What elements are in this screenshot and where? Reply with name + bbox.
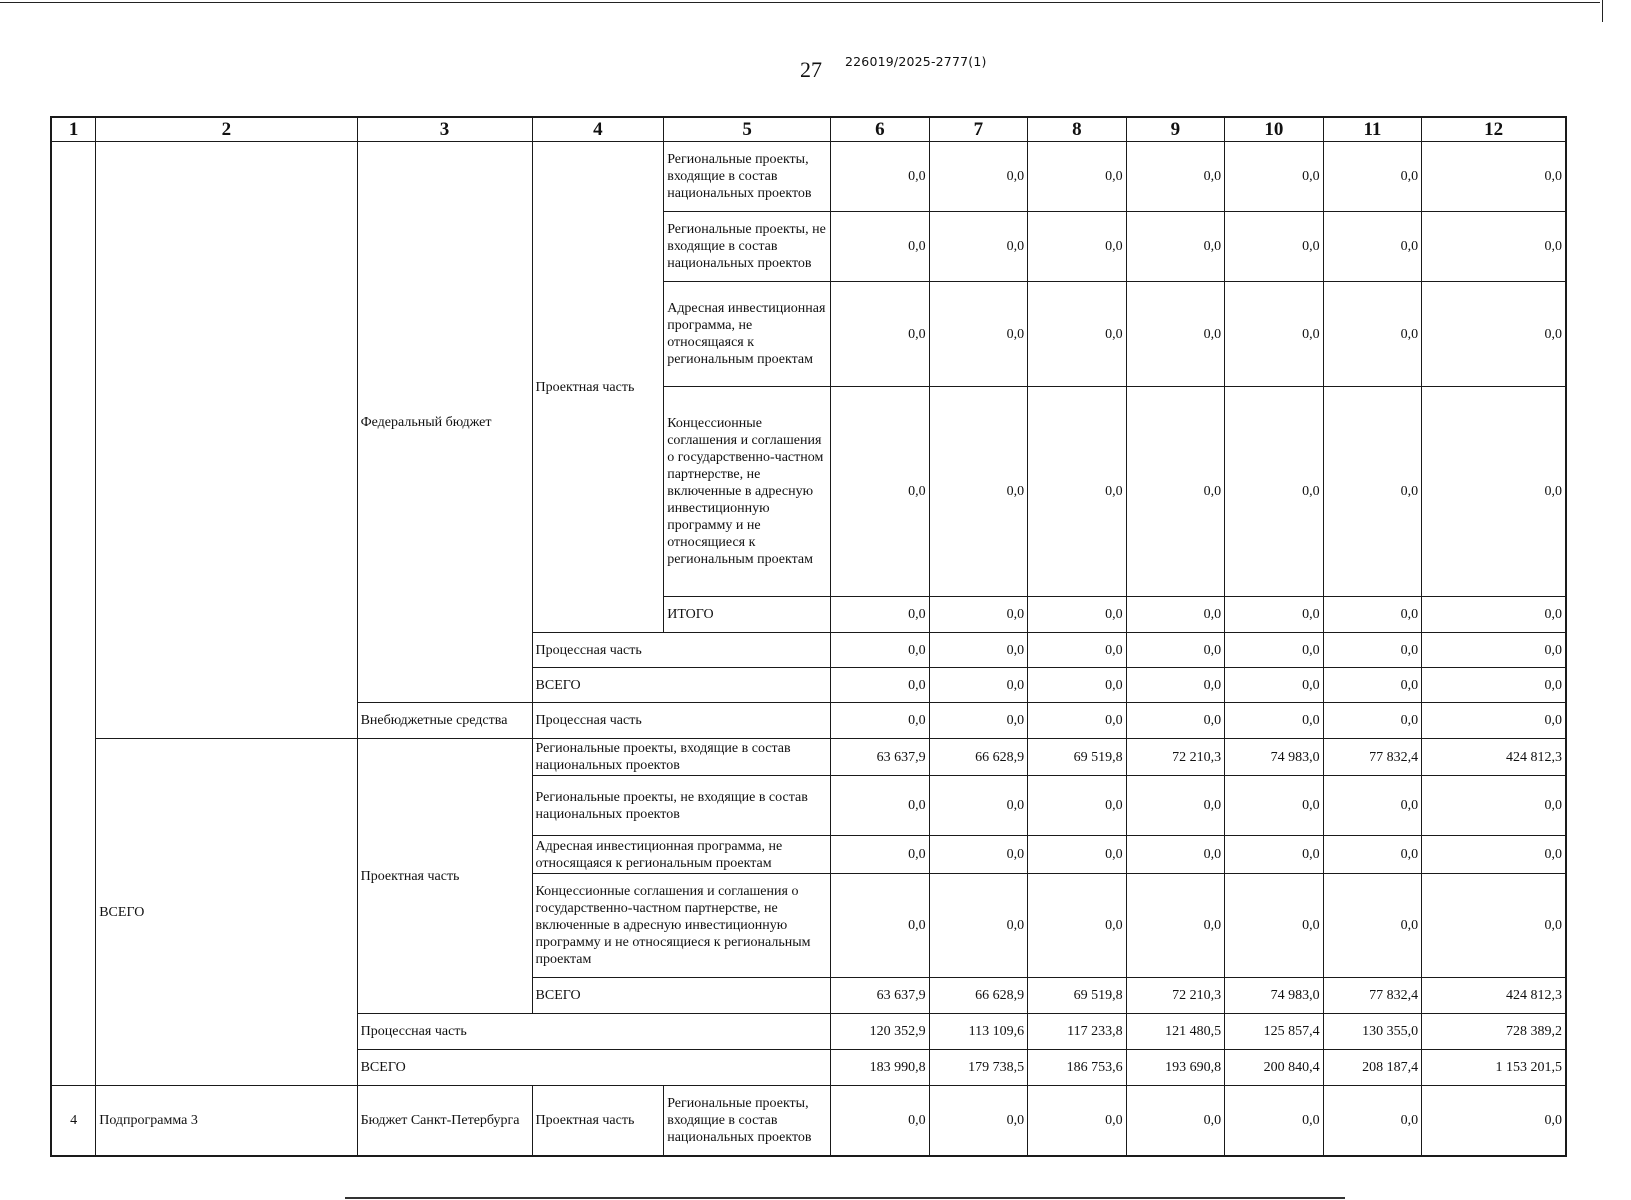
- value-cell: 200 840,4: [1225, 1050, 1324, 1086]
- value-cell: 0,0: [1028, 874, 1127, 978]
- value-cell: 0,0: [1422, 282, 1566, 387]
- value-cell: 0,0: [831, 387, 930, 597]
- category-cell: Адресная инвестиционная программа, не относящаяся к региональным проектам: [532, 836, 831, 874]
- value-cell: 0,0: [1323, 142, 1422, 212]
- value-cell: 0,0: [1126, 1086, 1225, 1156]
- value-cell: 0,0: [1422, 668, 1566, 703]
- row-number-cell: 4: [52, 1086, 96, 1156]
- value-cell: 0,0: [1028, 836, 1127, 874]
- category-cell: ВСЕГО: [357, 1050, 830, 1086]
- value-cell: 130 355,0: [1323, 1014, 1422, 1050]
- value-cell: 0,0: [1126, 836, 1225, 874]
- category-cell: Региональные проекты, входящие в состав национальных проектов: [532, 739, 831, 776]
- value-cell: 0,0: [1225, 387, 1324, 597]
- header-cell: 9: [1126, 118, 1225, 142]
- value-cell: 66 628,9: [929, 739, 1028, 776]
- value-cell: 121 480,5: [1126, 1014, 1225, 1050]
- value-cell: 0,0: [1422, 633, 1566, 668]
- value-cell: 424 812,3: [1422, 978, 1566, 1014]
- program-name-cell: [96, 142, 357, 739]
- value-cell: 0,0: [1225, 874, 1324, 978]
- part-cell: Проектная часть: [357, 739, 532, 1014]
- value-cell: 0,0: [831, 282, 930, 387]
- value-cell: 0,0: [929, 836, 1028, 874]
- value-cell: 0,0: [1323, 874, 1422, 978]
- value-cell: 0,0: [929, 387, 1028, 597]
- value-cell: 0,0: [1126, 703, 1225, 739]
- value-cell: 0,0: [1422, 597, 1566, 633]
- value-cell: 0,0: [1126, 282, 1225, 387]
- value-cell: 0,0: [929, 282, 1028, 387]
- category-cell: Региональные проекты, не входящие в состав национальных проектов: [664, 212, 831, 282]
- value-cell: 186 753,6: [1028, 1050, 1127, 1086]
- value-cell: 125 857,4: [1225, 1014, 1324, 1050]
- value-cell: 0,0: [831, 1086, 930, 1156]
- value-cell: 0,0: [1225, 776, 1324, 836]
- value-cell: 63 637,9: [831, 978, 930, 1014]
- value-cell: 0,0: [1323, 597, 1422, 633]
- value-cell: 0,0: [929, 703, 1028, 739]
- header-row: [52, 118, 1566, 142]
- financing-table: [51, 117, 1566, 1156]
- value-cell: 0,0: [1028, 212, 1127, 282]
- value-cell: 74 983,0: [1225, 978, 1324, 1014]
- value-cell: 69 519,8: [1028, 739, 1127, 776]
- value-cell: 0,0: [1126, 142, 1225, 212]
- value-cell: 0,0: [1323, 212, 1422, 282]
- value-cell: 179 738,5: [929, 1050, 1028, 1086]
- value-cell: 0,0: [1028, 282, 1127, 387]
- value-cell: 0,0: [1028, 668, 1127, 703]
- value-cell: 193 690,8: [1126, 1050, 1225, 1086]
- value-cell: 77 832,4: [1323, 978, 1422, 1014]
- value-cell: 0,0: [831, 836, 930, 874]
- value-cell: 0,0: [1126, 387, 1225, 597]
- value-cell: 0,0: [831, 212, 930, 282]
- part-cell: Проектная часть: [532, 142, 664, 633]
- value-cell: 0,0: [929, 597, 1028, 633]
- category-cell: ИТОГО: [664, 597, 831, 633]
- value-cell: 120 352,9: [831, 1014, 930, 1050]
- category-cell: Процессная часть: [357, 1014, 830, 1050]
- value-cell: 0,0: [831, 776, 930, 836]
- header-cell: 7: [929, 118, 1028, 142]
- category-cell: ВСЕГО: [532, 978, 831, 1014]
- category-cell: ВСЕГО: [532, 668, 831, 703]
- header-cell: 12: [1422, 118, 1566, 142]
- value-cell: 63 637,9: [831, 739, 930, 776]
- value-cell: 0,0: [1126, 874, 1225, 978]
- value-cell: 0,0: [1323, 836, 1422, 874]
- value-cell: 72 210,3: [1126, 739, 1225, 776]
- value-cell: 74 983,0: [1225, 739, 1324, 776]
- value-cell: 0,0: [1323, 1086, 1422, 1156]
- value-cell: 0,0: [1028, 387, 1127, 597]
- value-cell: 0,0: [1225, 282, 1324, 387]
- header-cell: 10: [1225, 118, 1324, 142]
- value-cell: 728 389,2: [1422, 1014, 1566, 1050]
- value-cell: 0,0: [1422, 874, 1566, 978]
- value-cell: 0,0: [1225, 212, 1324, 282]
- value-cell: 183 990,8: [831, 1050, 930, 1086]
- value-cell: 0,0: [1126, 212, 1225, 282]
- value-cell: 113 109,6: [929, 1014, 1028, 1050]
- value-cell: 0,0: [1028, 633, 1127, 668]
- document-id: 226019/2025-2777(1): [845, 54, 987, 69]
- value-cell: 0,0: [1126, 776, 1225, 836]
- table-row: [52, 739, 1566, 776]
- value-cell: 0,0: [929, 668, 1028, 703]
- value-cell: 0,0: [1323, 703, 1422, 739]
- part-cell: Проектная часть: [532, 1086, 664, 1156]
- table-row: [52, 142, 1566, 212]
- funding-source-cell: Бюджет Санкт-Петербурга: [357, 1086, 532, 1156]
- header-cell: 2: [96, 118, 357, 142]
- value-cell: 0,0: [831, 668, 930, 703]
- value-cell: 0,0: [1422, 387, 1566, 597]
- table-row: [52, 1086, 1566, 1156]
- page-edge-bottom: [345, 1197, 1345, 1199]
- program-name-cell: Подпрограмма 3: [96, 1086, 357, 1156]
- page-number: 27: [800, 57, 822, 82]
- value-cell: 0,0: [929, 1086, 1028, 1156]
- category-cell: Региональные проекты, входящие в состав национальных проектов: [664, 142, 831, 212]
- value-cell: 69 519,8: [1028, 978, 1127, 1014]
- value-cell: 0,0: [1422, 142, 1566, 212]
- funding-source-cell: Федеральный бюджет: [357, 142, 532, 703]
- value-cell: 0,0: [1323, 633, 1422, 668]
- category-cell: Концессионные соглашения и соглашения о государственно-частном партнерстве, не включенные в адресную инвестиционную программу и не относящиеся к региональным проектам: [664, 387, 831, 597]
- value-cell: 0,0: [1225, 597, 1324, 633]
- value-cell: 0,0: [1422, 1086, 1566, 1156]
- value-cell: 0,0: [1225, 142, 1324, 212]
- value-cell: 0,0: [1225, 1086, 1324, 1156]
- value-cell: 0,0: [1323, 387, 1422, 597]
- value-cell: 0,0: [1323, 776, 1422, 836]
- row-number-cell: [52, 142, 96, 1086]
- category-cell: Процессная часть: [532, 703, 831, 739]
- header-cell: 4: [532, 118, 664, 142]
- value-cell: 0,0: [929, 142, 1028, 212]
- value-cell: 72 210,3: [1126, 978, 1225, 1014]
- value-cell: 0,0: [831, 874, 930, 978]
- category-cell: Концессионные соглашения и соглашения о государственно-частном партнерстве, не включенные в адресную инвестиционную программу и не относящиеся к региональным проектам: [532, 874, 831, 978]
- value-cell: 0,0: [1028, 703, 1127, 739]
- value-cell: 0,0: [1028, 776, 1127, 836]
- value-cell: 0,0: [1422, 836, 1566, 874]
- value-cell: 0,0: [929, 874, 1028, 978]
- header-cell: 3: [357, 118, 532, 142]
- value-cell: 0,0: [1126, 633, 1225, 668]
- value-cell: 0,0: [1126, 668, 1225, 703]
- value-cell: 0,0: [1225, 633, 1324, 668]
- value-cell: 0,0: [831, 142, 930, 212]
- value-cell: 0,0: [831, 633, 930, 668]
- value-cell: 208 187,4: [1323, 1050, 1422, 1086]
- header-cell: 5: [664, 118, 831, 142]
- value-cell: 0,0: [1028, 1086, 1127, 1156]
- value-cell: 0,0: [1225, 836, 1324, 874]
- value-cell: 0,0: [1225, 703, 1324, 739]
- value-cell: 0,0: [831, 597, 930, 633]
- funding-source-cell: Внебюджетные средства: [357, 703, 532, 739]
- value-cell: 0,0: [929, 776, 1028, 836]
- value-cell: 424 812,3: [1422, 739, 1566, 776]
- value-cell: 77 832,4: [1323, 739, 1422, 776]
- value-cell: 1 153 201,5: [1422, 1050, 1566, 1086]
- financing-table-sheet: [50, 116, 1567, 1157]
- header-cell: 11: [1323, 118, 1422, 142]
- header-cell: 1: [52, 118, 96, 142]
- value-cell: 117 233,8: [1028, 1014, 1127, 1050]
- value-cell: 0,0: [1323, 668, 1422, 703]
- table-body: [52, 118, 1566, 1156]
- category-cell: Региональные проекты, входящие в состав национальных проектов: [664, 1086, 831, 1156]
- page-edge-top: [0, 2, 1600, 3]
- value-cell: 0,0: [1225, 668, 1324, 703]
- category-cell: Процессная часть: [532, 633, 831, 668]
- category-cell: Адресная инвестиционная программа, не относящаяся к региональным проектам: [664, 282, 831, 387]
- value-cell: 0,0: [831, 703, 930, 739]
- header-cell: 6: [831, 118, 930, 142]
- value-cell: 0,0: [1323, 282, 1422, 387]
- page-edge-right: [1602, 0, 1603, 22]
- value-cell: 0,0: [1422, 212, 1566, 282]
- value-cell: 0,0: [1126, 597, 1225, 633]
- value-cell: 66 628,9: [929, 978, 1028, 1014]
- header-cell: 8: [1028, 118, 1127, 142]
- value-cell: 0,0: [1028, 142, 1127, 212]
- value-cell: 0,0: [1028, 597, 1127, 633]
- total-label-cell: ВСЕГО: [96, 739, 357, 1086]
- value-cell: 0,0: [929, 633, 1028, 668]
- value-cell: 0,0: [929, 212, 1028, 282]
- category-cell: Региональные проекты, не входящие в состав национальных проектов: [532, 776, 831, 836]
- value-cell: 0,0: [1422, 703, 1566, 739]
- value-cell: 0,0: [1422, 776, 1566, 836]
